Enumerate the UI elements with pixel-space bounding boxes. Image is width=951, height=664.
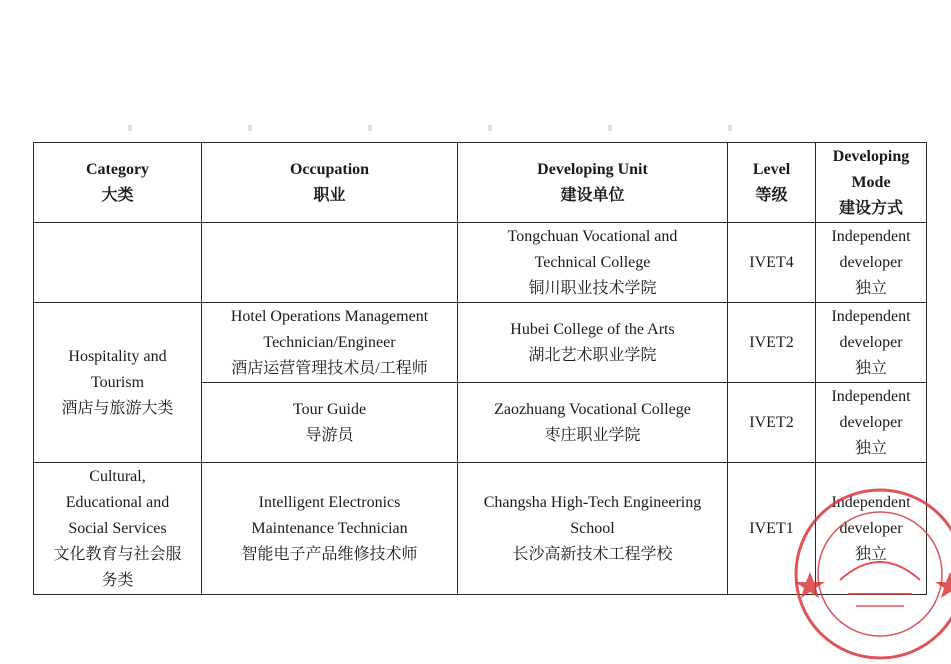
header-level-en: Level <box>752 160 791 178</box>
unit-line: 铜川职业技术学院 <box>528 279 657 297</box>
cell-level: IVET2 <box>728 383 816 463</box>
mode-line: 独立 <box>854 439 887 457</box>
mode-line: Independent <box>831 307 911 325</box>
occupation-line: Tour Guide <box>292 400 367 418</box>
vocational-standards-table <box>33 142 927 595</box>
cell-developing-mode <box>816 463 927 595</box>
cell-developing-unit <box>458 223 728 303</box>
header-category <box>34 143 202 223</box>
cell-occupation <box>202 383 458 463</box>
header-developing-mode <box>816 143 927 223</box>
header-developing-unit <box>458 143 728 223</box>
cell-developing-mode <box>816 303 927 383</box>
unit-line: Technical College <box>534 253 651 271</box>
occupation-line: Maintenance Technician <box>251 519 408 537</box>
header-level <box>728 143 816 223</box>
category-line: Cultural, <box>89 467 146 485</box>
cell-developing-mode <box>816 223 927 303</box>
mode-line: Independent <box>831 227 911 245</box>
mode-line: developer <box>839 333 903 351</box>
category-line: 文化教育与社会服 <box>53 545 182 563</box>
table-row <box>34 463 927 595</box>
occupation-line: 导游员 <box>305 426 354 444</box>
cell-category <box>34 463 202 595</box>
mode-line: Independent <box>831 387 911 405</box>
header-level-zh: 等级 <box>755 186 788 204</box>
cell-level: IVET1 <box>728 463 816 595</box>
cell-level: IVET4 <box>728 223 816 303</box>
occupation-line: Intelligent Electronics <box>258 493 401 511</box>
table-row <box>34 223 927 303</box>
category-line: Hospitality and <box>68 347 167 365</box>
table-header-row <box>34 143 927 223</box>
header-unit-en: Developing Unit <box>537 160 648 178</box>
cell-occupation <box>202 303 458 383</box>
header-category-zh: 大类 <box>101 186 134 204</box>
header-occupation <box>202 143 458 223</box>
cell-developing-unit <box>458 383 728 463</box>
unit-line: 长沙高新技术工程学校 <box>512 545 673 563</box>
category-line: Social Services <box>68 519 167 537</box>
cell-occupation <box>202 463 458 595</box>
mode-line: 独立 <box>854 359 887 377</box>
occupation-line: Hotel Operations Management <box>230 307 429 325</box>
occupation-line: Technician/Engineer <box>263 333 396 351</box>
mode-line: Independent <box>831 493 911 511</box>
header-mode-en-1: Developing <box>832 147 910 165</box>
unit-line: 湖北艺术职业学院 <box>528 346 657 364</box>
header-occupation-zh: 职业 <box>313 186 346 204</box>
occupation-line: 智能电子产品维修技术师 <box>241 545 418 563</box>
mode-line: developer <box>839 413 903 431</box>
cell-occupation-empty <box>202 223 458 303</box>
category-line: 酒店与旅游大类 <box>61 399 174 417</box>
unit-line: School <box>570 519 615 537</box>
header-category-en: Category <box>85 160 150 178</box>
unit-line: Hubei College of the Arts <box>510 320 675 338</box>
table-row <box>34 303 927 383</box>
mode-line: 独立 <box>854 545 887 563</box>
header-mode-en-2: Mode <box>851 173 891 191</box>
cell-developing-unit <box>458 303 728 383</box>
category-line: 务类 <box>101 571 134 589</box>
unit-line: Changsha High-Tech Engineering <box>483 493 702 511</box>
cell-developing-unit <box>458 463 728 595</box>
mode-line: 独立 <box>854 279 887 297</box>
category-line: Tourism <box>90 373 145 391</box>
unit-line: Tongchuan Vocational and <box>507 227 678 245</box>
category-line: Educational and <box>65 493 170 511</box>
cell-category-empty <box>34 223 202 303</box>
header-unit-zh: 建设单位 <box>560 186 625 204</box>
cell-developing-mode <box>816 383 927 463</box>
scan-artifact-line <box>88 125 848 131</box>
header-mode-zh: 建设方式 <box>838 199 903 217</box>
cell-level: IVET2 <box>728 303 816 383</box>
occupation-line: 酒店运营管理技术员/工程师 <box>231 359 428 377</box>
mode-line: developer <box>839 519 903 537</box>
header-occupation-en: Occupation <box>289 160 370 178</box>
unit-line: 枣庄职业学院 <box>544 426 641 444</box>
mode-line: developer <box>839 253 903 271</box>
unit-line: Zaozhuang Vocational College <box>494 400 691 418</box>
cell-category <box>34 303 202 463</box>
